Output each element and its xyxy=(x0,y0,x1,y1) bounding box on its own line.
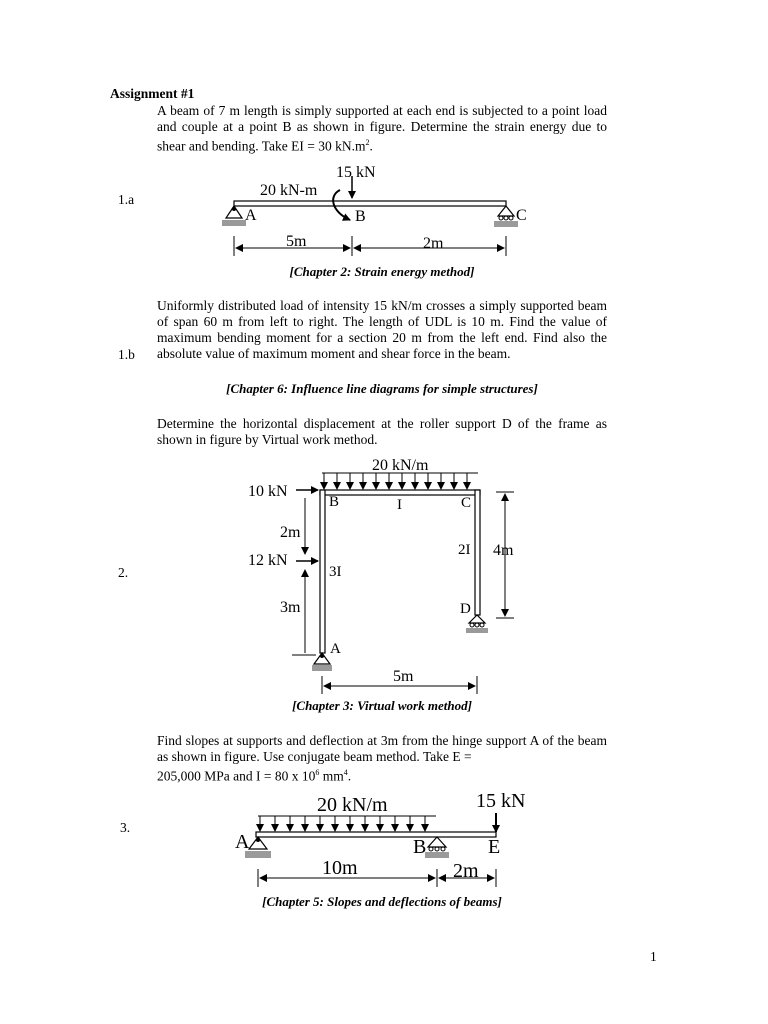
q2-roller-support-d xyxy=(466,615,488,633)
q3-number: 3. xyxy=(120,820,131,835)
q1a-couple-label: 20 kN-m xyxy=(260,182,318,199)
q2-dim-5m-label: 5m xyxy=(393,668,414,685)
q2-frame-figure xyxy=(0,450,768,696)
q1a-roller-support-c xyxy=(494,206,518,227)
q1b-text: Uniformly distributed load of intensity 15 kN/m crosses a simply supported beam of span 60 m from left to right. The length of UDL is 10 m. Find the value of maximum bending moment for a section 20 m from the left end. Find also the absolute value of maximum moment and shear force in the beam. xyxy=(157,298,607,361)
q1a-text-body: A beam of 7 m length is simply supported at each end is subjected to a point load and couple at a point B as shown in figure. Determine the strain energy due to shear and bending. Take EI = 30 kN.m xyxy=(157,103,607,154)
q1a-label-c: C xyxy=(516,207,527,224)
q3-label-a: A xyxy=(235,831,250,853)
q3-text-body: 205,000 MPa and I = 80 x 10 xyxy=(157,768,316,784)
q1a-text xyxy=(157,103,607,155)
q2-column-cd xyxy=(475,490,480,615)
q1a-text-end: . xyxy=(369,138,373,154)
q3-chapter: [Chapter 5: Slopes and deflections of beams] xyxy=(262,894,502,909)
q1a-number: 1.a xyxy=(118,192,135,207)
q3-superscript-exponent: 6 xyxy=(315,768,320,777)
q1a-load-label: 15 kN xyxy=(336,164,376,181)
q3-dim-right-label: 2m xyxy=(453,860,479,882)
q2-beam-bc xyxy=(320,490,480,495)
q2-pin-support-a xyxy=(312,653,332,671)
q1a-pin-support-a xyxy=(222,206,246,226)
q2-udl-arrows xyxy=(322,473,478,489)
q1a-dim-right-label: 2m xyxy=(423,235,444,252)
q3-text-end: . xyxy=(347,768,352,784)
q3-udl-arrows xyxy=(258,816,436,831)
q2-load-mid-label: 12 kN xyxy=(248,552,288,569)
q2-label-3i: 3I xyxy=(329,564,342,580)
q2-label-b: B xyxy=(329,494,340,510)
q1a-superscript: 2 xyxy=(365,138,370,147)
q3-roller-support-b xyxy=(425,837,449,858)
q2-dim-2m-label: 2m xyxy=(280,524,301,541)
q3-dim-left-label: 10m xyxy=(322,857,358,879)
assignment-heading: Assignment #1 xyxy=(110,86,195,101)
q3-load-label: 15 kN xyxy=(476,790,526,812)
q2-label-2i: 2I xyxy=(458,542,471,558)
q3-superscript-unit: 4 xyxy=(343,768,348,777)
q1a-chapter: [Chapter 2: Strain energy method] xyxy=(289,264,475,279)
q3-beam xyxy=(256,832,496,837)
q2-text: Determine the horizontal displacement at the roller support D of the frame as shown in figure by Virtual work method. xyxy=(157,416,607,447)
q2-dim-3m-label: 3m xyxy=(280,599,301,616)
q1a-beam-figure xyxy=(0,160,768,260)
q3-beam-figure xyxy=(0,785,768,895)
q2-column-ab xyxy=(320,490,325,653)
q3-text-unit: mm xyxy=(319,768,344,784)
q2-udl-label: 20 kN/m xyxy=(372,457,429,474)
q1a-label-a: A xyxy=(245,207,257,224)
q2-label-c: C xyxy=(461,495,472,511)
q2-chapter: [Chapter 3: Virtual work method] xyxy=(292,698,472,713)
q3-text-line1: Find slopes at supports and deflection at 3m from the hinge support A of the beam as shown in figure. Use conjugate beam method. Take E = xyxy=(157,733,607,764)
q2-dim-4m-label: 4m xyxy=(493,542,514,559)
q3-udl-label: 20 kN/m xyxy=(317,794,388,816)
q1a-dim-left-label: 5m xyxy=(286,233,307,250)
q1b-chapter: [Chapter 6: Influence line diagrams for simple structures] xyxy=(226,381,538,396)
q1a-beam xyxy=(234,201,506,206)
q1a-label-b: B xyxy=(355,208,366,225)
q2-label-i: I xyxy=(397,497,402,513)
q3-text-line2 xyxy=(157,765,607,785)
q1b-number: 1.b xyxy=(118,347,135,362)
q3-label-e: E xyxy=(488,836,501,858)
page-number: 1 xyxy=(650,949,657,964)
q2-load-top-label: 10 kN xyxy=(248,483,288,500)
q3-label-b: B xyxy=(413,836,427,858)
q2-label-a: A xyxy=(330,641,341,657)
q2-number: 2. xyxy=(118,565,129,580)
q2-label-d: D xyxy=(460,601,471,617)
